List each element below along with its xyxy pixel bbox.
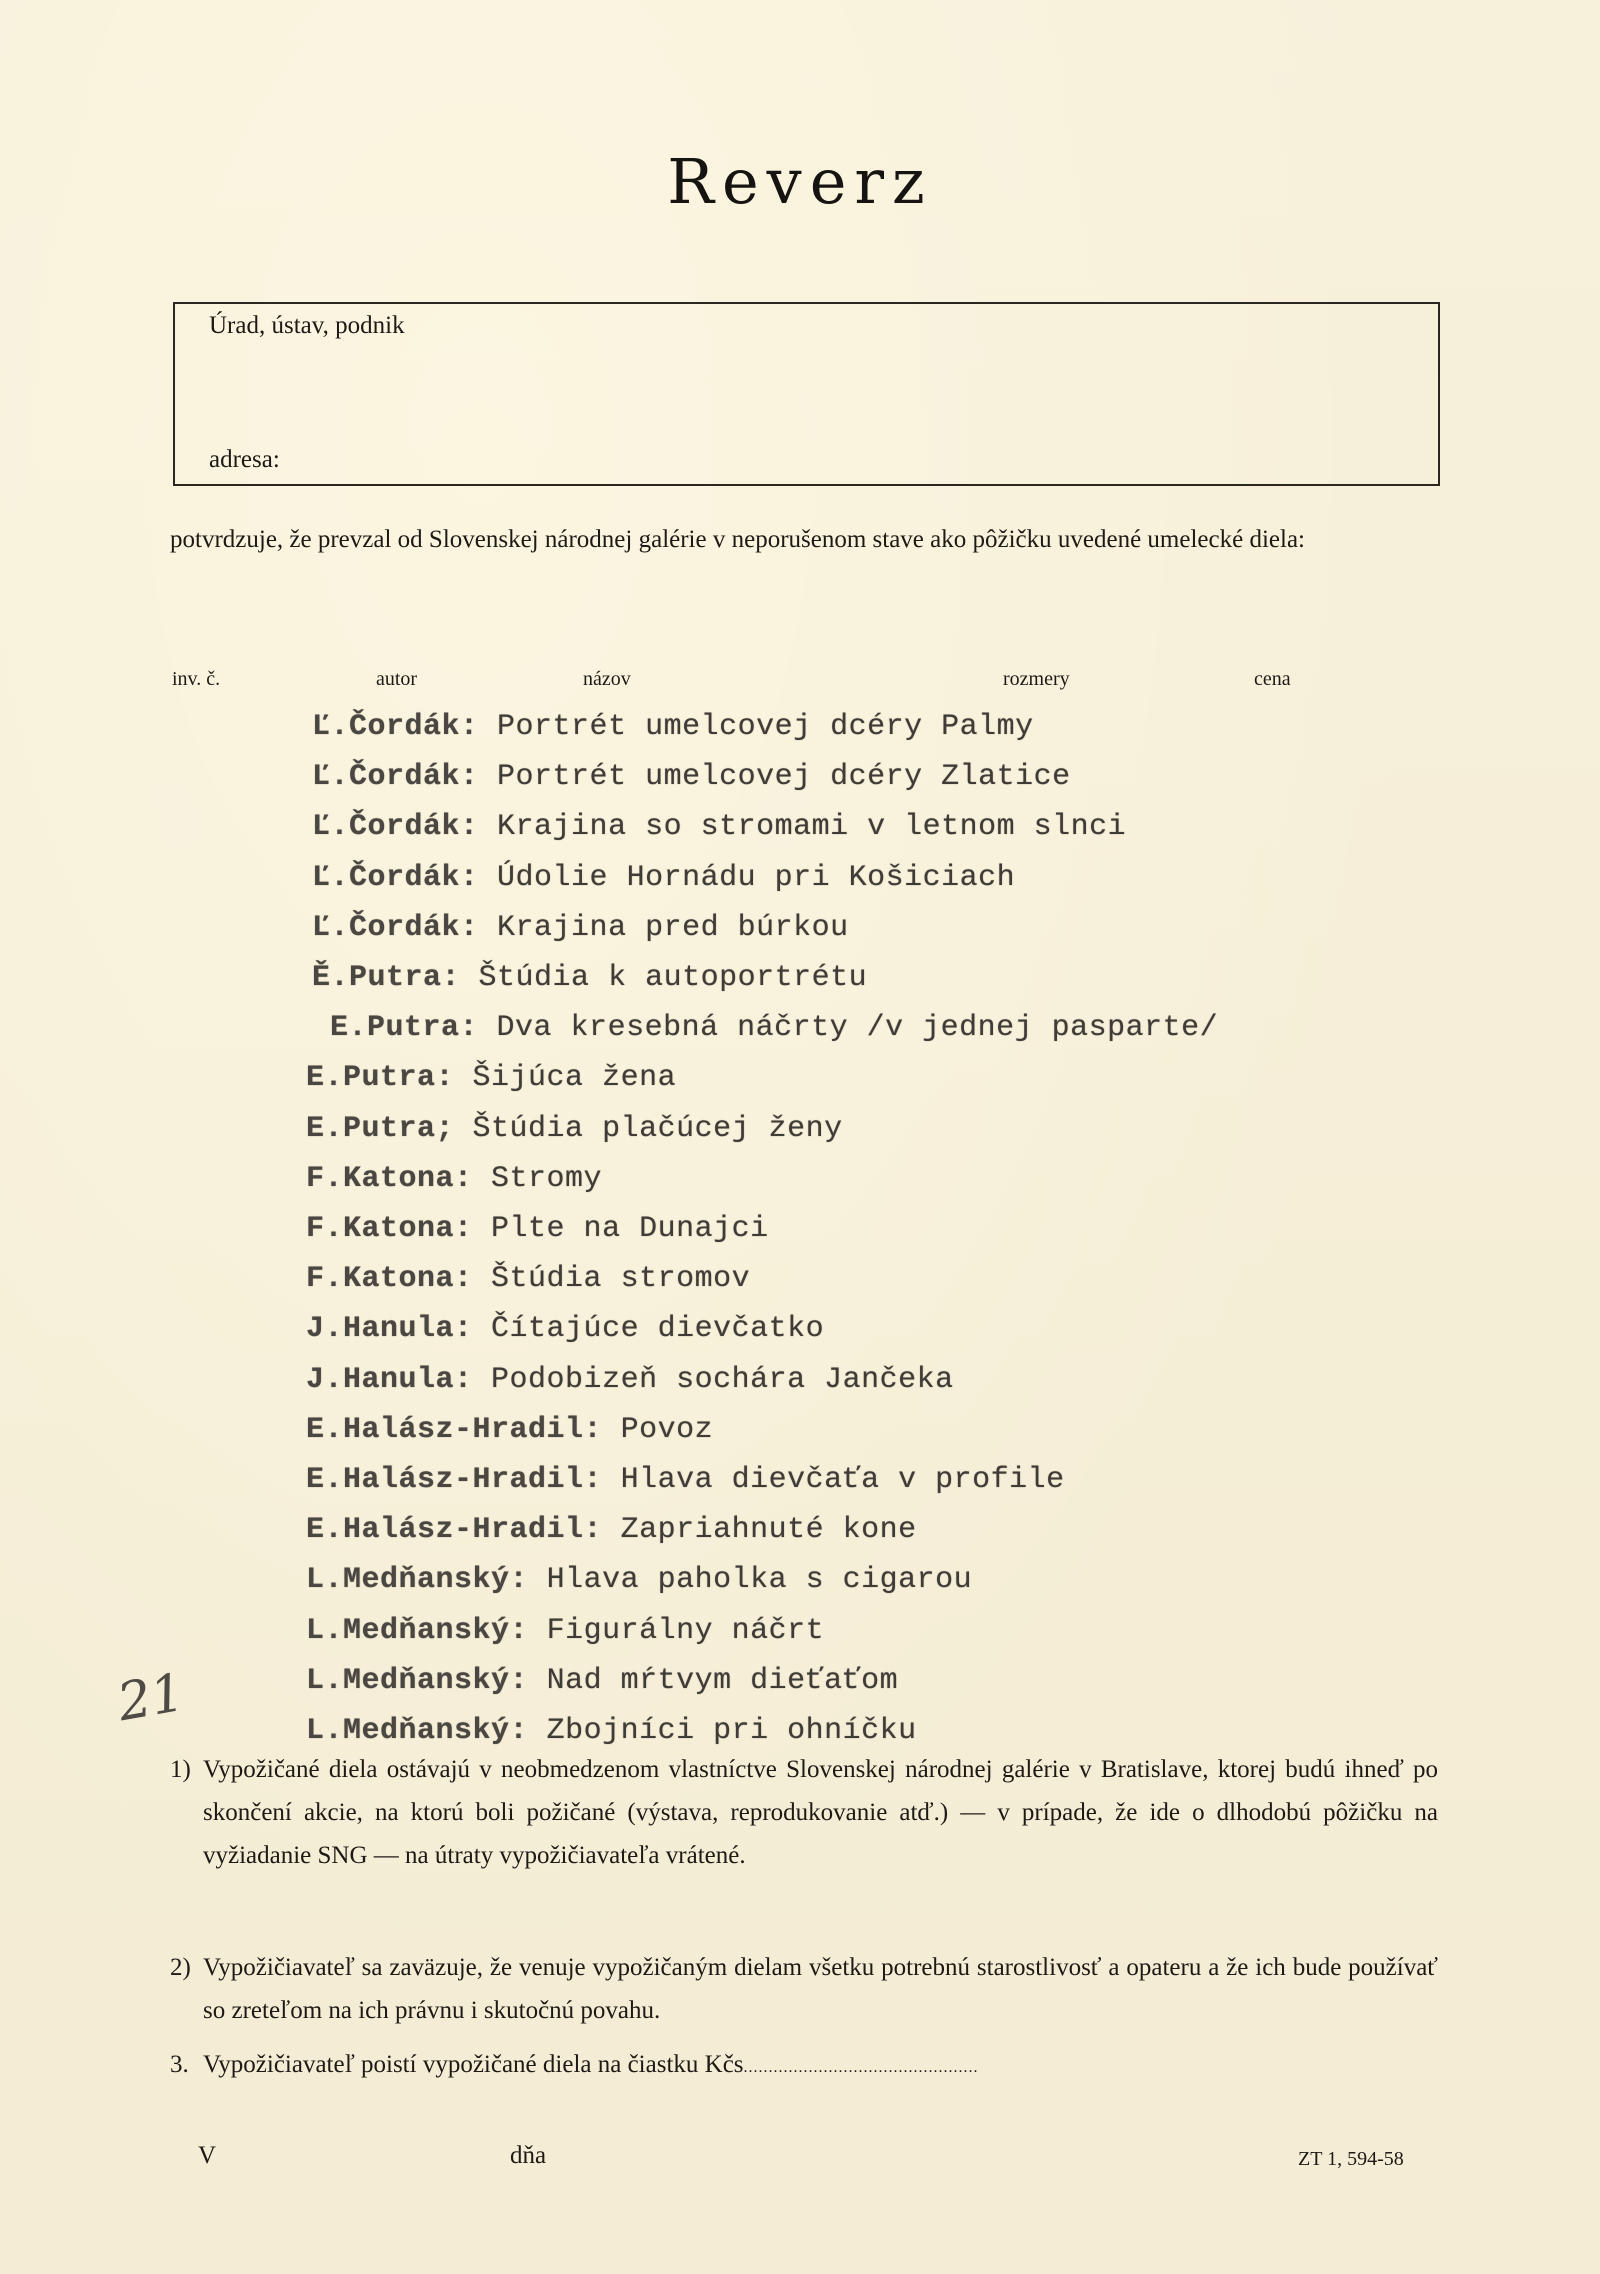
artwork-author: Ľ.Čordák: xyxy=(312,860,479,895)
artwork-author: J.Hanula: xyxy=(306,1362,473,1397)
artwork-title: Dva kresebná náčrty /v jednej pasparte/ xyxy=(496,1011,1219,1046)
rule-number: 1) xyxy=(170,1756,191,1783)
artwork-row xyxy=(312,961,867,995)
artwork-title: Hlava dievčaťa v profile xyxy=(620,1463,1065,1497)
artwork-title: Krajina so stromami v letnom slnci xyxy=(497,810,1127,845)
artwork-title: Štúdia stromov xyxy=(491,1262,751,1297)
artwork-title: Portrét umelcovej dcéry Zlatice xyxy=(497,760,1071,795)
artwork-title: Zbojníci pri ohníčku xyxy=(546,1714,917,1748)
artwork-row xyxy=(306,1162,602,1196)
artwork-title: Plte na Dunajci xyxy=(491,1212,769,1246)
artwork-title: Stromy xyxy=(491,1161,603,1196)
artwork-author: Ľ.Čordák: xyxy=(312,910,479,945)
artwork-row xyxy=(312,760,1071,794)
artwork-title: Nad mŕtvym dieťaťom xyxy=(546,1663,899,1698)
artwork-row xyxy=(306,1714,917,1748)
artwork-title: Podobizeň sochára Jančeka xyxy=(491,1362,954,1397)
artwork-title: Portrét umelcovej dcéry Palmy xyxy=(497,710,1034,744)
artwork-row xyxy=(306,1413,713,1447)
column-header-title: názov xyxy=(583,668,631,690)
artwork-author: L.Medňanský: xyxy=(306,1563,529,1598)
artwork-title: Štúdia k autoportrétu xyxy=(478,961,868,995)
rule-3 xyxy=(170,2043,1438,2089)
artwork-row xyxy=(306,1463,1065,1497)
artwork-row xyxy=(306,1363,954,1397)
artwork-row xyxy=(306,1513,917,1547)
artwork-author: Ľ.Čordák: xyxy=(312,810,479,845)
intro-paragraph: potvrdzuje, že prevzal od Slovenskej národnej galérie v neporušenom stave ako pôžičku uvedené umelecké diela: xyxy=(170,526,1305,553)
artwork-row xyxy=(306,1112,843,1146)
rule-2 xyxy=(170,1946,1438,2032)
artwork-row xyxy=(306,1262,750,1296)
artwork-row xyxy=(312,911,849,945)
rule-text: Vypožičiavateľ poistí vypožičané diela na čiastku Kčs xyxy=(203,2051,744,2078)
address-label: adresa: xyxy=(209,446,280,473)
artwork-row xyxy=(312,810,1126,844)
artwork-row xyxy=(330,1011,1218,1045)
date-label: dňa xyxy=(510,2142,547,2169)
artwork-author: F.Katona: xyxy=(306,1161,473,1196)
artwork-title: Štúdia plačúcej ženy xyxy=(472,1111,843,1146)
artwork-author: J.Hanula: xyxy=(306,1312,473,1347)
artwork-row xyxy=(306,1563,972,1597)
artwork-author: L.Medňanský: xyxy=(306,1663,529,1698)
artwork-row xyxy=(306,1614,824,1648)
rule-text: Vypožičané diela ostávajú v neobmedzenom vlastníctve Slovenskej národnej galérie v Bratislave, ktorej budú ihneď po skončení akcie, na ktorú boli požičané (výstava, reprodukovanie atď.) — v prípade, že ide o dlhodobú pôžičku na vyžiadanie SNG — na útraty vypožičiavateľa vrátené. xyxy=(203,1756,1438,1869)
artwork-row xyxy=(312,861,1015,895)
artwork-author: E.Putra; xyxy=(306,1111,455,1146)
artwork-title: Povoz xyxy=(620,1412,714,1447)
handwritten-note: 21 xyxy=(113,1662,189,1734)
place-label: V xyxy=(198,2142,217,2169)
artwork-row xyxy=(306,1061,676,1095)
rule-number: 2) xyxy=(170,1954,191,1981)
artwork-title: Figurálny náčrt xyxy=(546,1613,825,1648)
artwork-author: Ľ.Čordák: xyxy=(312,760,479,795)
column-header-author: autor xyxy=(376,668,418,690)
organization-box xyxy=(173,302,1440,486)
artwork-author: E.Putra: xyxy=(306,1061,455,1096)
amount-fill-line: ............................................... xyxy=(743,2059,979,2076)
column-header-price: cena xyxy=(1254,668,1291,690)
document-code: ZT 1, 594-58 xyxy=(1298,2148,1404,2170)
artwork-author: F.Katona: xyxy=(306,1262,473,1297)
artwork-title: Krajina pred búrkou xyxy=(497,910,849,945)
artwork-author: Ľ.Čordák: xyxy=(312,710,479,744)
artwork-author: L.Medňanský: xyxy=(306,1613,529,1648)
artwork-row xyxy=(306,1212,769,1246)
artwork-title: Hlava paholka s cigarou xyxy=(546,1563,973,1598)
artwork-author: Ě.Putra: xyxy=(312,961,461,995)
artwork-author: E.Putra: xyxy=(330,1011,479,1046)
artwork-author: E.Halász-Hradil: xyxy=(306,1412,603,1447)
organization-label: Úrad, ústav, podnik xyxy=(209,312,405,339)
document-title: Reverz xyxy=(667,145,933,218)
artwork-author: L.Medňanský: xyxy=(306,1714,529,1748)
artwork-row xyxy=(306,1312,824,1346)
rule-1 xyxy=(170,1748,1438,1877)
rule-text: Vypožičiavateľ sa zaväzuje, že venuje vypožičaným dielam všetku potrebnú starostlivosť a opateru a že ich bude používať so zreteľom na ich právnu i skutočnú povahu. xyxy=(203,1954,1438,2024)
artwork-row xyxy=(306,1664,898,1698)
artwork-author: E.Halász-Hradil: xyxy=(306,1513,603,1548)
artwork-title: Čítajúce dievčatko xyxy=(491,1312,825,1347)
artwork-author: F.Katona: xyxy=(306,1212,473,1246)
artwork-author: E.Halász-Hradil: xyxy=(306,1463,603,1497)
artwork-row xyxy=(312,710,1034,744)
artwork-title: Údolie Hornádu pri Košiciach xyxy=(497,860,1016,895)
column-header-inv: inv. č. xyxy=(172,668,221,690)
rule-number: 3. xyxy=(170,2051,189,2078)
artwork-title: Šijúca žena xyxy=(472,1061,677,1096)
artwork-title: Zapriahnuté kone xyxy=(620,1513,917,1548)
column-header-dimensions: rozmery xyxy=(1003,668,1070,690)
